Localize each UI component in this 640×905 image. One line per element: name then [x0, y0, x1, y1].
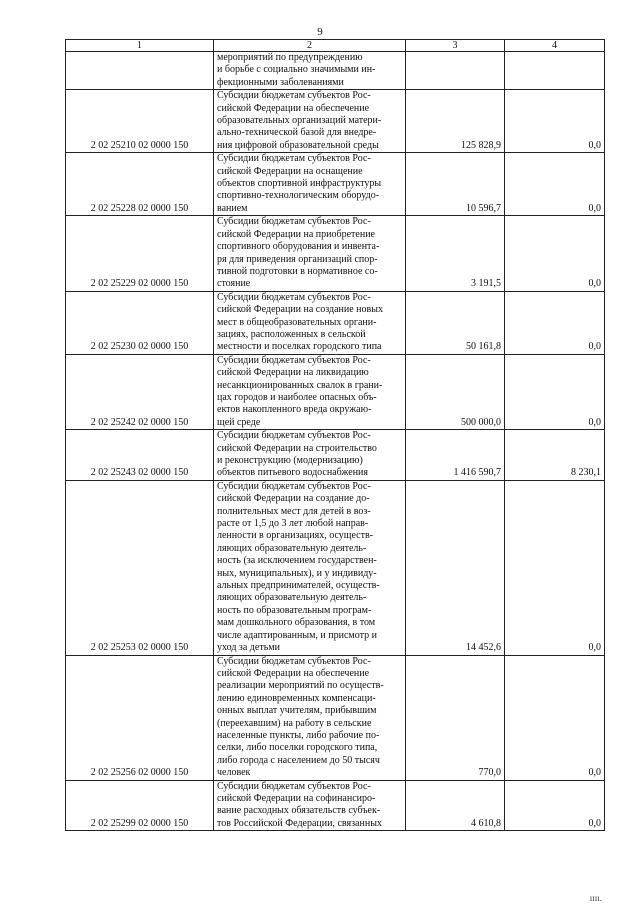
description-line: Субсидии бюджетам субъектов Рос- — [217, 430, 371, 442]
description-line: зациях, расположенных в сельской — [217, 328, 366, 340]
description-line: Субсидии бюджетам субъектов Рос- — [217, 216, 371, 228]
description-line: ванием — [217, 202, 248, 214]
description-line: тивной подготовки в нормативное со- — [217, 265, 378, 277]
description-cell — [214, 291, 406, 354]
amount-column4-cell: 0,0 — [505, 90, 605, 153]
budget-code-cell: 2 02 25229 02 0000 150 — [66, 216, 214, 291]
description-line: ектов накопленного вреда окружаю- — [217, 404, 372, 416]
description-line: сийской Федерации на создание до- — [217, 493, 370, 505]
amount-cell: 4 610,8 — [406, 780, 505, 831]
description-line: мероприятий по предупреждению — [217, 52, 363, 63]
table-row — [66, 655, 605, 780]
amount-column4-cell: 0,0 — [505, 780, 605, 831]
budget-code-cell: 2 02 25242 02 0000 150 — [66, 354, 214, 429]
description-line: ность (за исключением государствен- — [217, 555, 377, 567]
table-row — [66, 480, 605, 655]
amount-column4-cell: 8 230,1 — [505, 430, 605, 481]
description-cell — [214, 354, 406, 429]
description-line: щей среде — [217, 416, 261, 428]
amount-cell: 14 452,6 — [406, 480, 505, 655]
budget-code-cell: 2 02 25210 02 0000 150 — [66, 90, 214, 153]
budget-code-cell: 2 02 25228 02 0000 150 — [66, 153, 214, 216]
budget-code-cell: 2 02 25253 02 0000 150 — [66, 480, 214, 655]
description-line: мам дошкольного образования, в том — [217, 617, 376, 629]
description-line: альных предпринимателей, осуществ- — [217, 580, 380, 592]
description-line: вание расходных обязательств субъек- — [217, 805, 381, 817]
description-line: ных, муниципальных), и у индивиду- — [217, 567, 377, 579]
budget-code-cell: 2 02 25243 02 0000 150 — [66, 430, 214, 481]
description-line: фекционными заболеваниями — [217, 76, 344, 88]
budget-code-cell: 2 02 25299 02 0000 150 — [66, 780, 214, 831]
description-line: сийской Федерации на софинансиро- — [217, 792, 376, 804]
description-cell — [214, 780, 406, 831]
description-line: сийской Федерации на обеспечение — [217, 102, 370, 114]
description-line: либо города с населением до 50 тысяч — [217, 754, 380, 766]
table-row — [66, 52, 605, 90]
description-line: местности и поселках городского типа — [217, 341, 382, 353]
description-line: (переехавшим) на работу в сельские — [217, 717, 372, 729]
description-line: населенные пункты, либо рабочие по- — [217, 729, 380, 741]
description-line: реализации мероприятий по осуществ- — [217, 680, 384, 692]
amount-cell: 770,0 — [406, 655, 505, 780]
description-line: сийской Федерации на приобретение — [217, 228, 375, 240]
budget-table — [65, 39, 605, 831]
amount-column4-cell: 0,0 — [505, 354, 605, 429]
description-line: и борьбе с социально значимыми ин- — [217, 64, 376, 76]
description-cell — [214, 655, 406, 780]
budget-code-cell: 2 02 25230 02 0000 150 — [66, 291, 214, 354]
description-line: образовательных организаций матери- — [217, 115, 382, 127]
description-line: полнительных мест для детей в воз- — [217, 505, 371, 517]
amount-cell: 50 161,8 — [406, 291, 505, 354]
description-line: Субсидии бюджетам субъектов Рос- — [217, 354, 371, 366]
description-line: ляющих образовательную деятель- — [217, 592, 367, 604]
description-line: ря для приведения организаций спор- — [217, 253, 378, 265]
description-line: ально-технической базой для внедре- — [217, 127, 377, 139]
description-line: мест в общеобразовательных органи- — [217, 316, 377, 328]
description-line: сийской Федерации на оснащение — [217, 165, 363, 177]
description-cell — [214, 480, 406, 655]
description-line: уход за детьми — [217, 642, 280, 654]
description-line: Субсидии бюджетам субъектов Рос- — [217, 780, 371, 792]
amount-column4-cell: 0,0 — [505, 480, 605, 655]
column-number: 3 — [406, 40, 505, 52]
description-line: Субсидии бюджетам субъектов Рос- — [217, 480, 371, 492]
column-number-row — [66, 40, 605, 52]
amount-cell — [406, 52, 505, 90]
description-line: цах городов и наиболее опасных объ- — [217, 391, 377, 403]
amount-column4-cell: 0,0 — [505, 216, 605, 291]
table-row — [66, 780, 605, 831]
description-line: онных выплат учителям, прибывшим — [217, 705, 377, 717]
amount-cell: 3 191,5 — [406, 216, 505, 291]
budget-code-cell: 2 02 25256 02 0000 150 — [66, 655, 214, 780]
description-line: ность по образовательным програм- — [217, 604, 372, 616]
description-line: числе адаптированным, и присмотр и — [217, 629, 377, 641]
description-line: стояние — [217, 278, 251, 290]
description-cell — [214, 153, 406, 216]
column-number: 4 — [505, 40, 605, 52]
description-cell — [214, 90, 406, 153]
column-number: 1 — [66, 40, 214, 52]
description-line: сийской Федерации на обеспечение — [217, 667, 370, 679]
description-line: объектов спортивной инфраструктуры — [217, 178, 382, 190]
table-row — [66, 216, 605, 291]
amount-column4-cell — [505, 52, 605, 90]
amount-cell: 125 828,9 — [406, 90, 505, 153]
description-line: и реконструкцию (модернизацию) — [217, 455, 363, 466]
description-line: ляющих образовательную деятель- — [217, 542, 367, 554]
amount-column4-cell: 0,0 — [505, 153, 605, 216]
description-line: сийской Федерации на создание новых — [217, 304, 383, 316]
description-line: Субсидии бюджетам субъектов Рос- — [217, 291, 371, 303]
description-line: Субсидии бюджетам субъектов Рос- — [217, 153, 371, 165]
page-number: 9 — [317, 26, 323, 38]
description-line: объектов питьевого водоснабжения — [217, 467, 369, 479]
description-line: сийской Федерации на ликвидацию — [217, 367, 369, 379]
description-line: расте от 1,5 до 3 лет любой направ- — [217, 518, 369, 530]
amount-column4-cell: 0,0 — [505, 655, 605, 780]
amount-cell: 500 000,0 — [406, 354, 505, 429]
description-line: селки, либо поселки городского типа, — [217, 742, 378, 754]
description-cell — [214, 52, 406, 90]
amount-cell: 1 416 590,7 — [406, 430, 505, 481]
description-line: несанкционированных свалок в грани- — [217, 379, 383, 391]
description-line: человек — [217, 767, 251, 779]
description-line: лению единовременных компенсаци- — [217, 692, 376, 704]
scan-artifact-mark: ıııı. — [589, 893, 602, 903]
description-cell — [214, 216, 406, 291]
description-line: спортивно-технологическим оборудо- — [217, 190, 380, 202]
description-line: Субсидии бюджетам субъектов Рос- — [217, 90, 371, 102]
description-line: сийской Федерации на строительство — [217, 442, 377, 454]
table-row — [66, 354, 605, 429]
table-row — [66, 153, 605, 216]
description-line: ленности в организациях, осуществ- — [217, 530, 374, 542]
description-line: Субсидии бюджетам субъектов Рос- — [217, 655, 371, 667]
table-row — [66, 430, 605, 481]
budget-code-cell — [66, 52, 214, 90]
description-cell — [214, 430, 406, 481]
table-row — [66, 291, 605, 354]
amount-column4-cell: 0,0 — [505, 291, 605, 354]
amount-cell: 10 596,7 — [406, 153, 505, 216]
budget-table-body — [66, 40, 605, 831]
description-line: спортивного оборудования и инвента- — [217, 241, 380, 253]
table-row — [66, 90, 605, 153]
description-line: тов Российской Федерации, связанных — [217, 817, 382, 829]
column-number: 2 — [214, 40, 406, 52]
description-line: ния цифровой образовательной среды — [217, 139, 379, 151]
